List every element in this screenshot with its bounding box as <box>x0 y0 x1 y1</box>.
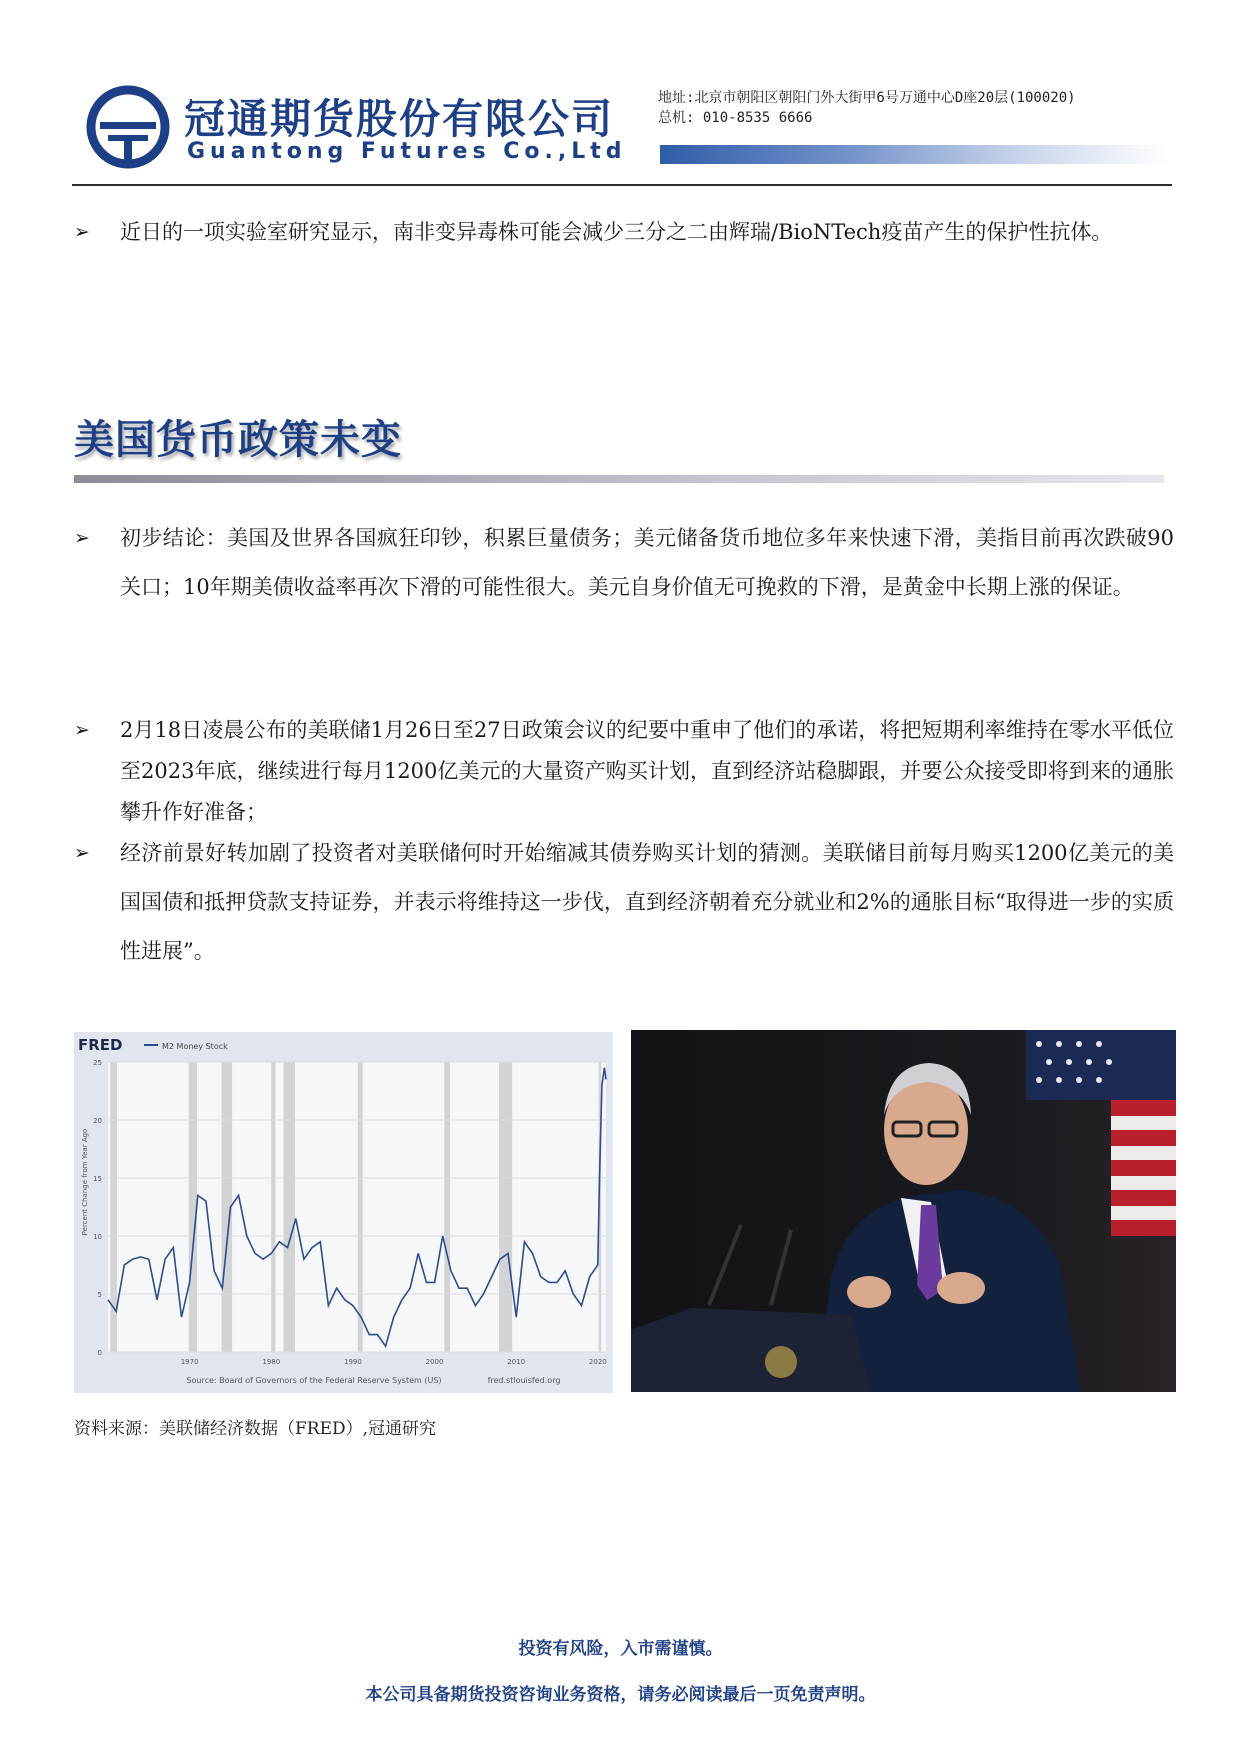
speaker-photo <box>631 1030 1176 1392</box>
company-logo-icon <box>86 85 170 169</box>
bullet-arrow-icon: ➢ <box>74 842 90 864</box>
section-title: 美国货币政策未变 <box>74 417 402 463</box>
y-tick-label: 25 <box>93 1059 102 1067</box>
photo-illustration <box>631 1030 1176 1392</box>
y-axis-label: Percent Change from Year Ago <box>81 1128 89 1236</box>
x-tick-label: 1970 <box>180 1358 199 1366</box>
intro-bullet <box>74 208 1174 257</box>
recession-band <box>358 1062 363 1352</box>
y-tick-label: 20 <box>93 1117 102 1125</box>
section-bullet <box>74 829 1174 976</box>
figure-caption: 资料来源：美联储经济数据（FRED）,冠通研究 <box>74 1419 437 1439</box>
section-bullet <box>74 710 1174 833</box>
recession-band <box>271 1062 275 1352</box>
chart-source: Source: Board of Governors of the Federal Reserve System (US) <box>186 1376 442 1385</box>
bullet-arrow-icon: ➢ <box>74 527 90 549</box>
plot-area <box>108 1062 606 1352</box>
header-divider <box>72 184 1172 186</box>
right-hand-shape <box>937 1272 985 1304</box>
x-tick-label: 2020 <box>588 1358 607 1366</box>
x-tick-label: 1990 <box>344 1358 362 1366</box>
left-hand-shape <box>847 1276 891 1308</box>
x-tick-label: 1980 <box>262 1358 281 1366</box>
intro-bullet-text: 近日的一项实验室研究显示，南非变异毒株可能会减少三分之二由辉瑞/BioNTech疫苗产生的保护性抗体。 <box>120 220 1113 244</box>
header-gradient-bar <box>660 145 1170 164</box>
section-bullet-text: 初步结论：美国及世界各国疯狂印钞，积累巨量债务；美元储备货币地位多年来快速下滑，美指目前再次跌破90关口；10年期美债收益率再次下滑的可能性很大。美元自身价值无可挽救的下滑，是黄金中长期上涨的保证。 <box>120 526 1174 599</box>
y-tick-label: 5 <box>97 1291 102 1299</box>
company-name-en: Guantong Futures Co.,Ltd <box>187 139 627 164</box>
bullet-arrow-icon: ➢ <box>74 719 90 741</box>
recession-band <box>499 1062 512 1352</box>
recession-band <box>189 1062 197 1352</box>
legend-label: M2 Money Stock <box>162 1042 228 1051</box>
y-tick-label: 0 <box>97 1349 102 1357</box>
risk-warning: 投资有风险，入市需谨慎。 <box>518 1639 723 1659</box>
section-bullet-text: 2月18日凌晨公布的美联储1月26日至27日政策会议的纪要中重申了他们的承诺，将把短期利率维持在零水平低位至2023年底，继续进行每月1200亿美元的大量资产购买计划，直到经济站稳脚跟，并要公众接受即将到来的通胀攀升作好准备； <box>120 718 1174 824</box>
fred-chart <box>74 1032 613 1393</box>
x-tick-label: 2000 <box>425 1358 444 1366</box>
fred-chart-figure <box>74 1032 613 1393</box>
recession-band <box>284 1062 295 1352</box>
company-phone: 总机: 010-8535 6666 <box>658 110 813 126</box>
chart-site: fred.stlouisfed.org <box>487 1376 561 1385</box>
fred-brand: FRED <box>78 1036 123 1054</box>
section-divider <box>74 475 1164 483</box>
section-bullet <box>74 514 1174 612</box>
podium-shape <box>631 1308 871 1392</box>
company-address: 地址:北京市朝阳区朝阳门外大街甲6号万通中心D座20层(100020) <box>658 90 1076 106</box>
y-tick-label: 15 <box>93 1175 102 1183</box>
recession-band <box>444 1062 450 1352</box>
podium-seal-icon <box>765 1346 797 1378</box>
y-tick-label: 10 <box>93 1233 102 1241</box>
section-bullet-text: 经济前景好转加剧了投资者对美联储何时开始缩减其债券购买计划的猜测。美联储目前每月购买1200亿美元的美国国债和抵押贷款支持证券，并表示将维持这一步伐，直到经济朝着充分就业和2%的通胀目标“取得进一步的实质性进展”。 <box>120 841 1174 963</box>
disclaimer-note: 本公司具备期货投资咨询业务资格，请务必阅读最后一页免责声明。 <box>365 1685 876 1705</box>
x-tick-label: 2010 <box>507 1358 526 1366</box>
bullet-arrow-icon: ➢ <box>74 221 90 243</box>
company-name-cn: 冠通期货股份有限公司 <box>184 95 614 143</box>
